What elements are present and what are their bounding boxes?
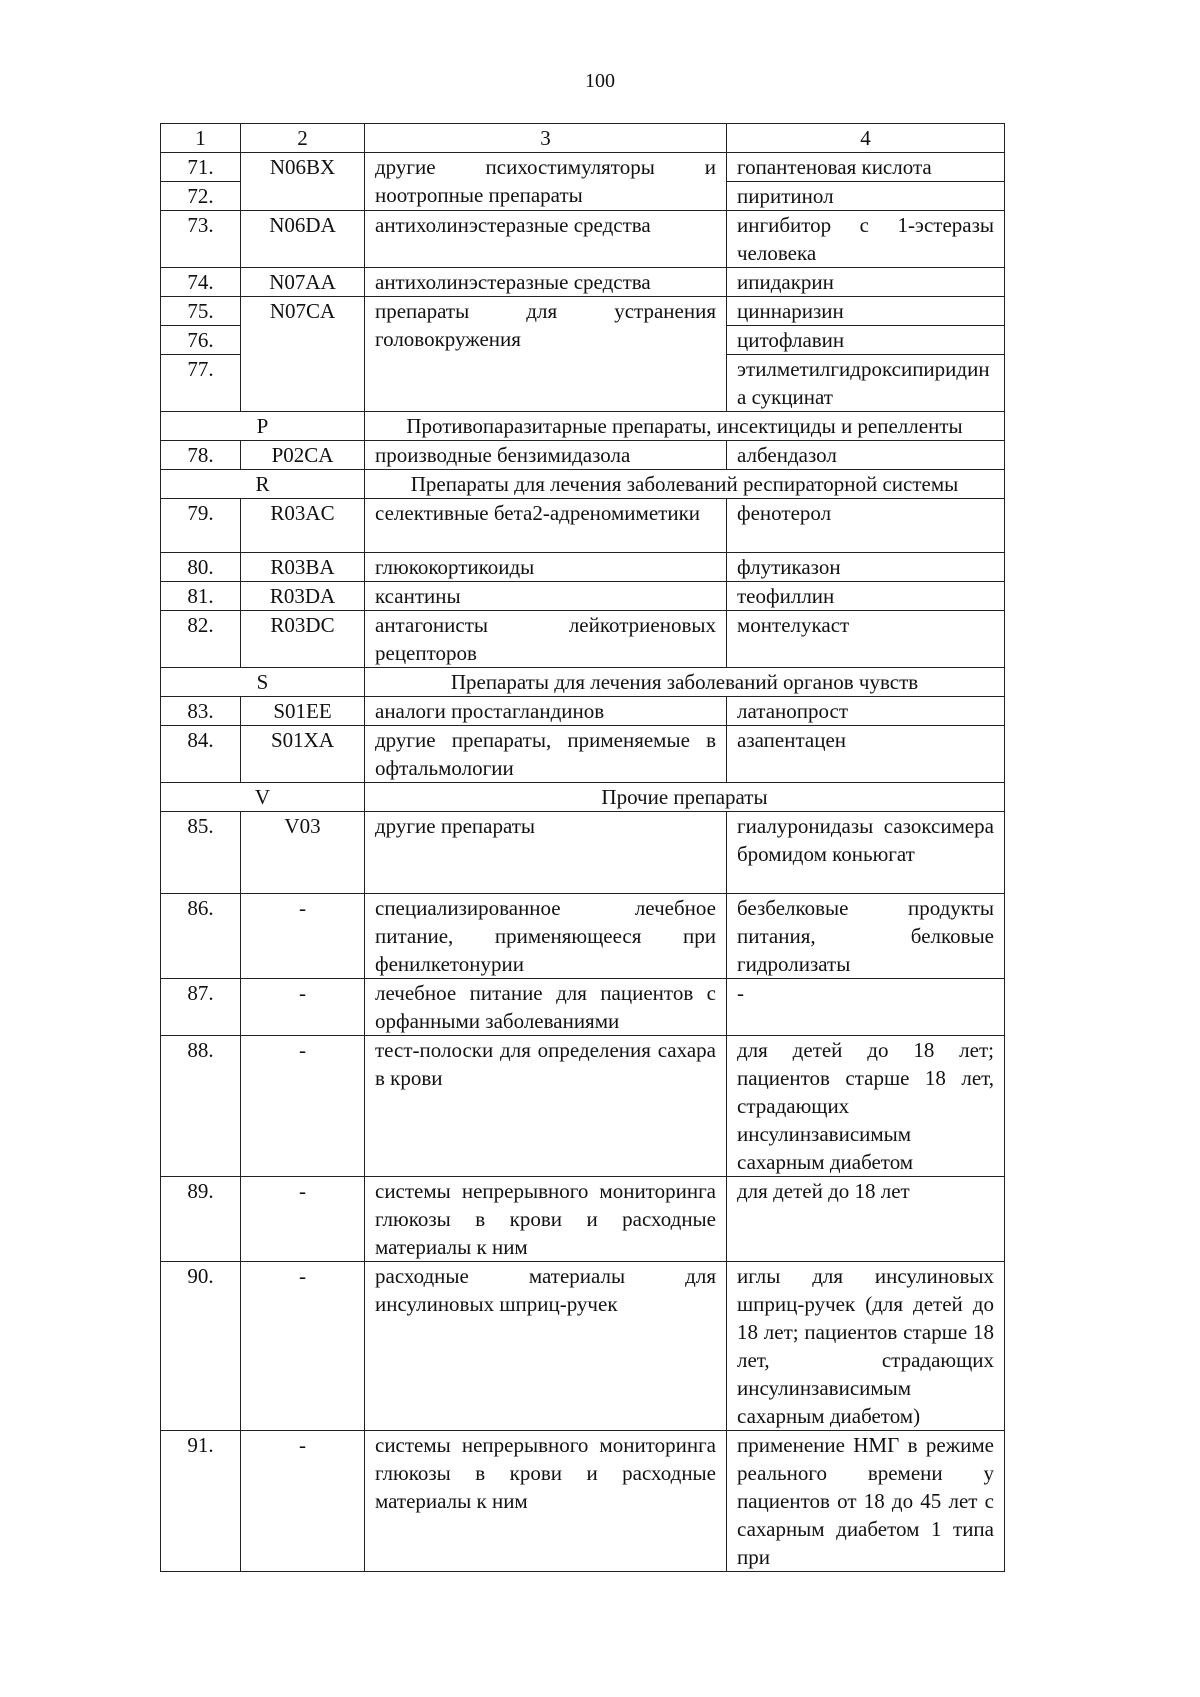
drug-name: иглы для инсулиновых шприц-ручек (для детей до 18 лет; пациентов старше 18 лет, страдающих инсулинзависимым сахарным диабетом) (727, 1262, 1005, 1431)
row-number: 74. (161, 268, 241, 297)
drug-group: антагонисты лейкотриеновых рецепторов (365, 611, 727, 668)
section-title: Препараты для лечения заболеваний органов чувств (365, 668, 1005, 697)
table-row (161, 499, 1005, 553)
drug-name: албендазол (727, 441, 1005, 470)
drug-group: антихолинэстеразные средства (365, 211, 727, 268)
table-row (161, 297, 1005, 326)
drug-name: безбелковые продукты питания, белковые гидролизаты (727, 894, 1005, 979)
row-number: 81. (161, 582, 241, 611)
section-letter: S (161, 668, 365, 697)
header-col-2: 2 (241, 124, 365, 153)
row-number: 82. (161, 611, 241, 668)
row-number: 71. (161, 153, 241, 182)
atc-code: - (241, 1431, 365, 1572)
table-row (161, 1431, 1005, 1572)
table-row (161, 441, 1005, 470)
table-row (161, 611, 1005, 668)
table-row (161, 153, 1005, 182)
drug-name: для детей до 18 лет; пациентов старше 18 лет, страдающих инсулинзависимым сахарным диабетом (727, 1036, 1005, 1177)
header-col-1: 1 (161, 124, 241, 153)
table-row (161, 582, 1005, 611)
drug-group: специализированное лечебное питание, применяющееся при фенилкетонурии (365, 894, 727, 979)
atc-code: N06BX (241, 153, 365, 211)
row-number: 87. (161, 979, 241, 1036)
drug-name: ингибитор с 1-эстеразы человека (727, 211, 1005, 268)
row-number: 78. (161, 441, 241, 470)
table-row (161, 726, 1005, 783)
section-letter: R (161, 470, 365, 499)
drug-group: антихолинэстеразные средства (365, 268, 727, 297)
atc-code: R03DA (241, 582, 365, 611)
table-row (161, 894, 1005, 979)
header-col-4: 4 (727, 124, 1005, 153)
table-row (161, 211, 1005, 268)
row-number: 83. (161, 697, 241, 726)
atc-code: R03AC (241, 499, 365, 553)
row-number: 89. (161, 1177, 241, 1262)
row-number: 79. (161, 499, 241, 553)
row-number: 84. (161, 726, 241, 783)
atc-code: N06DA (241, 211, 365, 268)
section-row (161, 783, 1005, 812)
drug-group: расходные материалы для инсулиновых шприц-ручек (365, 1262, 727, 1431)
drug-name: применение НМГ в режиме реального времени у пациентов от 18 до 45 лет с сахарным диабетом 1 типа при (727, 1431, 1005, 1572)
drug-group: тест-полоски для определения сахара в крови (365, 1036, 727, 1177)
table-header-row (161, 124, 1005, 153)
section-letter: P (161, 412, 365, 441)
table-row (161, 268, 1005, 297)
row-number: 80. (161, 553, 241, 582)
atc-code: R03DC (241, 611, 365, 668)
table-row (161, 553, 1005, 582)
drug-name: гиалуронидазы сазоксимера бромидом коньюгат (727, 812, 1005, 894)
drug-group: аналоги простагландинов (365, 697, 727, 726)
drug-name: для детей до 18 лет (727, 1177, 1005, 1262)
drug-group: препараты для устранения головокружения (365, 297, 727, 412)
drug-list-table (160, 123, 1005, 1572)
drug-group: лечебное питание для пациентов с орфанными заболеваниями (365, 979, 727, 1036)
row-number: 91. (161, 1431, 241, 1572)
row-number: 90. (161, 1262, 241, 1431)
drug-name: монтелукаст (727, 611, 1005, 668)
row-number: 86. (161, 894, 241, 979)
page-number: 100 (585, 70, 615, 92)
table-row (161, 1036, 1005, 1177)
drug-group: другие препараты (365, 812, 727, 894)
atc-code: - (241, 1177, 365, 1262)
row-number: 75. (161, 297, 241, 326)
section-row (161, 668, 1005, 697)
drug-name: пиритинол (727, 182, 1005, 211)
drug-group: ксантины (365, 582, 727, 611)
atc-code: - (241, 894, 365, 979)
section-row (161, 470, 1005, 499)
row-number: 73. (161, 211, 241, 268)
atc-code: S01XA (241, 726, 365, 783)
table-row (161, 812, 1005, 894)
drug-group: производные бензимидазола (365, 441, 727, 470)
row-number: 88. (161, 1036, 241, 1177)
atc-code: - (241, 979, 365, 1036)
section-letter: V (161, 783, 365, 812)
drug-group: другие препараты, применяемые в офтальмологии (365, 726, 727, 783)
drug-group: глюкокортикоиды (365, 553, 727, 582)
drug-name: латанопрост (727, 697, 1005, 726)
table-row (161, 979, 1005, 1036)
table-row (161, 1262, 1005, 1431)
atc-code: R03BA (241, 553, 365, 582)
atc-code: S01EE (241, 697, 365, 726)
drug-group: системы непрерывного мониторинга глюкозы в крови и расходные материалы к ним (365, 1431, 727, 1572)
section-row (161, 412, 1005, 441)
section-title: Противопаразитарные препараты, инсектициды и репелленты (365, 412, 1005, 441)
atc-code: V03 (241, 812, 365, 894)
drug-name: фенотерол (727, 499, 1005, 553)
header-col-3: 3 (365, 124, 727, 153)
drug-name: цитофлавин (727, 326, 1005, 355)
row-number: 85. (161, 812, 241, 894)
section-title: Прочие препараты (365, 783, 1005, 812)
row-number: 77. (161, 355, 241, 412)
drug-name: азапентацен (727, 726, 1005, 783)
atc-code: N07CA (241, 297, 365, 412)
drug-name: циннаризин (727, 297, 1005, 326)
drug-name: - (727, 979, 1005, 1036)
table-row (161, 697, 1005, 726)
section-title: Препараты для лечения заболеваний респираторной системы (365, 470, 1005, 499)
drug-group: системы непрерывного мониторинга глюкозы в крови и расходные материалы к ним (365, 1177, 727, 1262)
atc-code: - (241, 1036, 365, 1177)
row-number: 72. (161, 182, 241, 211)
atc-code: P02CA (241, 441, 365, 470)
drug-group: другие психостимуляторы и ноотропные препараты (365, 153, 727, 211)
table-row (161, 1177, 1005, 1262)
atc-code: N07AA (241, 268, 365, 297)
drug-name: гопантеновая кислота (727, 153, 1005, 182)
drug-name: этилметилгидроксипиридина сукцинат (727, 355, 1005, 412)
drug-group: селективные бета2-адреномиметики (365, 499, 727, 553)
drug-name: флутиказон (727, 553, 1005, 582)
drug-name: ипидакрин (727, 268, 1005, 297)
drug-name: теофиллин (727, 582, 1005, 611)
row-number: 76. (161, 326, 241, 355)
atc-code: - (241, 1262, 365, 1431)
